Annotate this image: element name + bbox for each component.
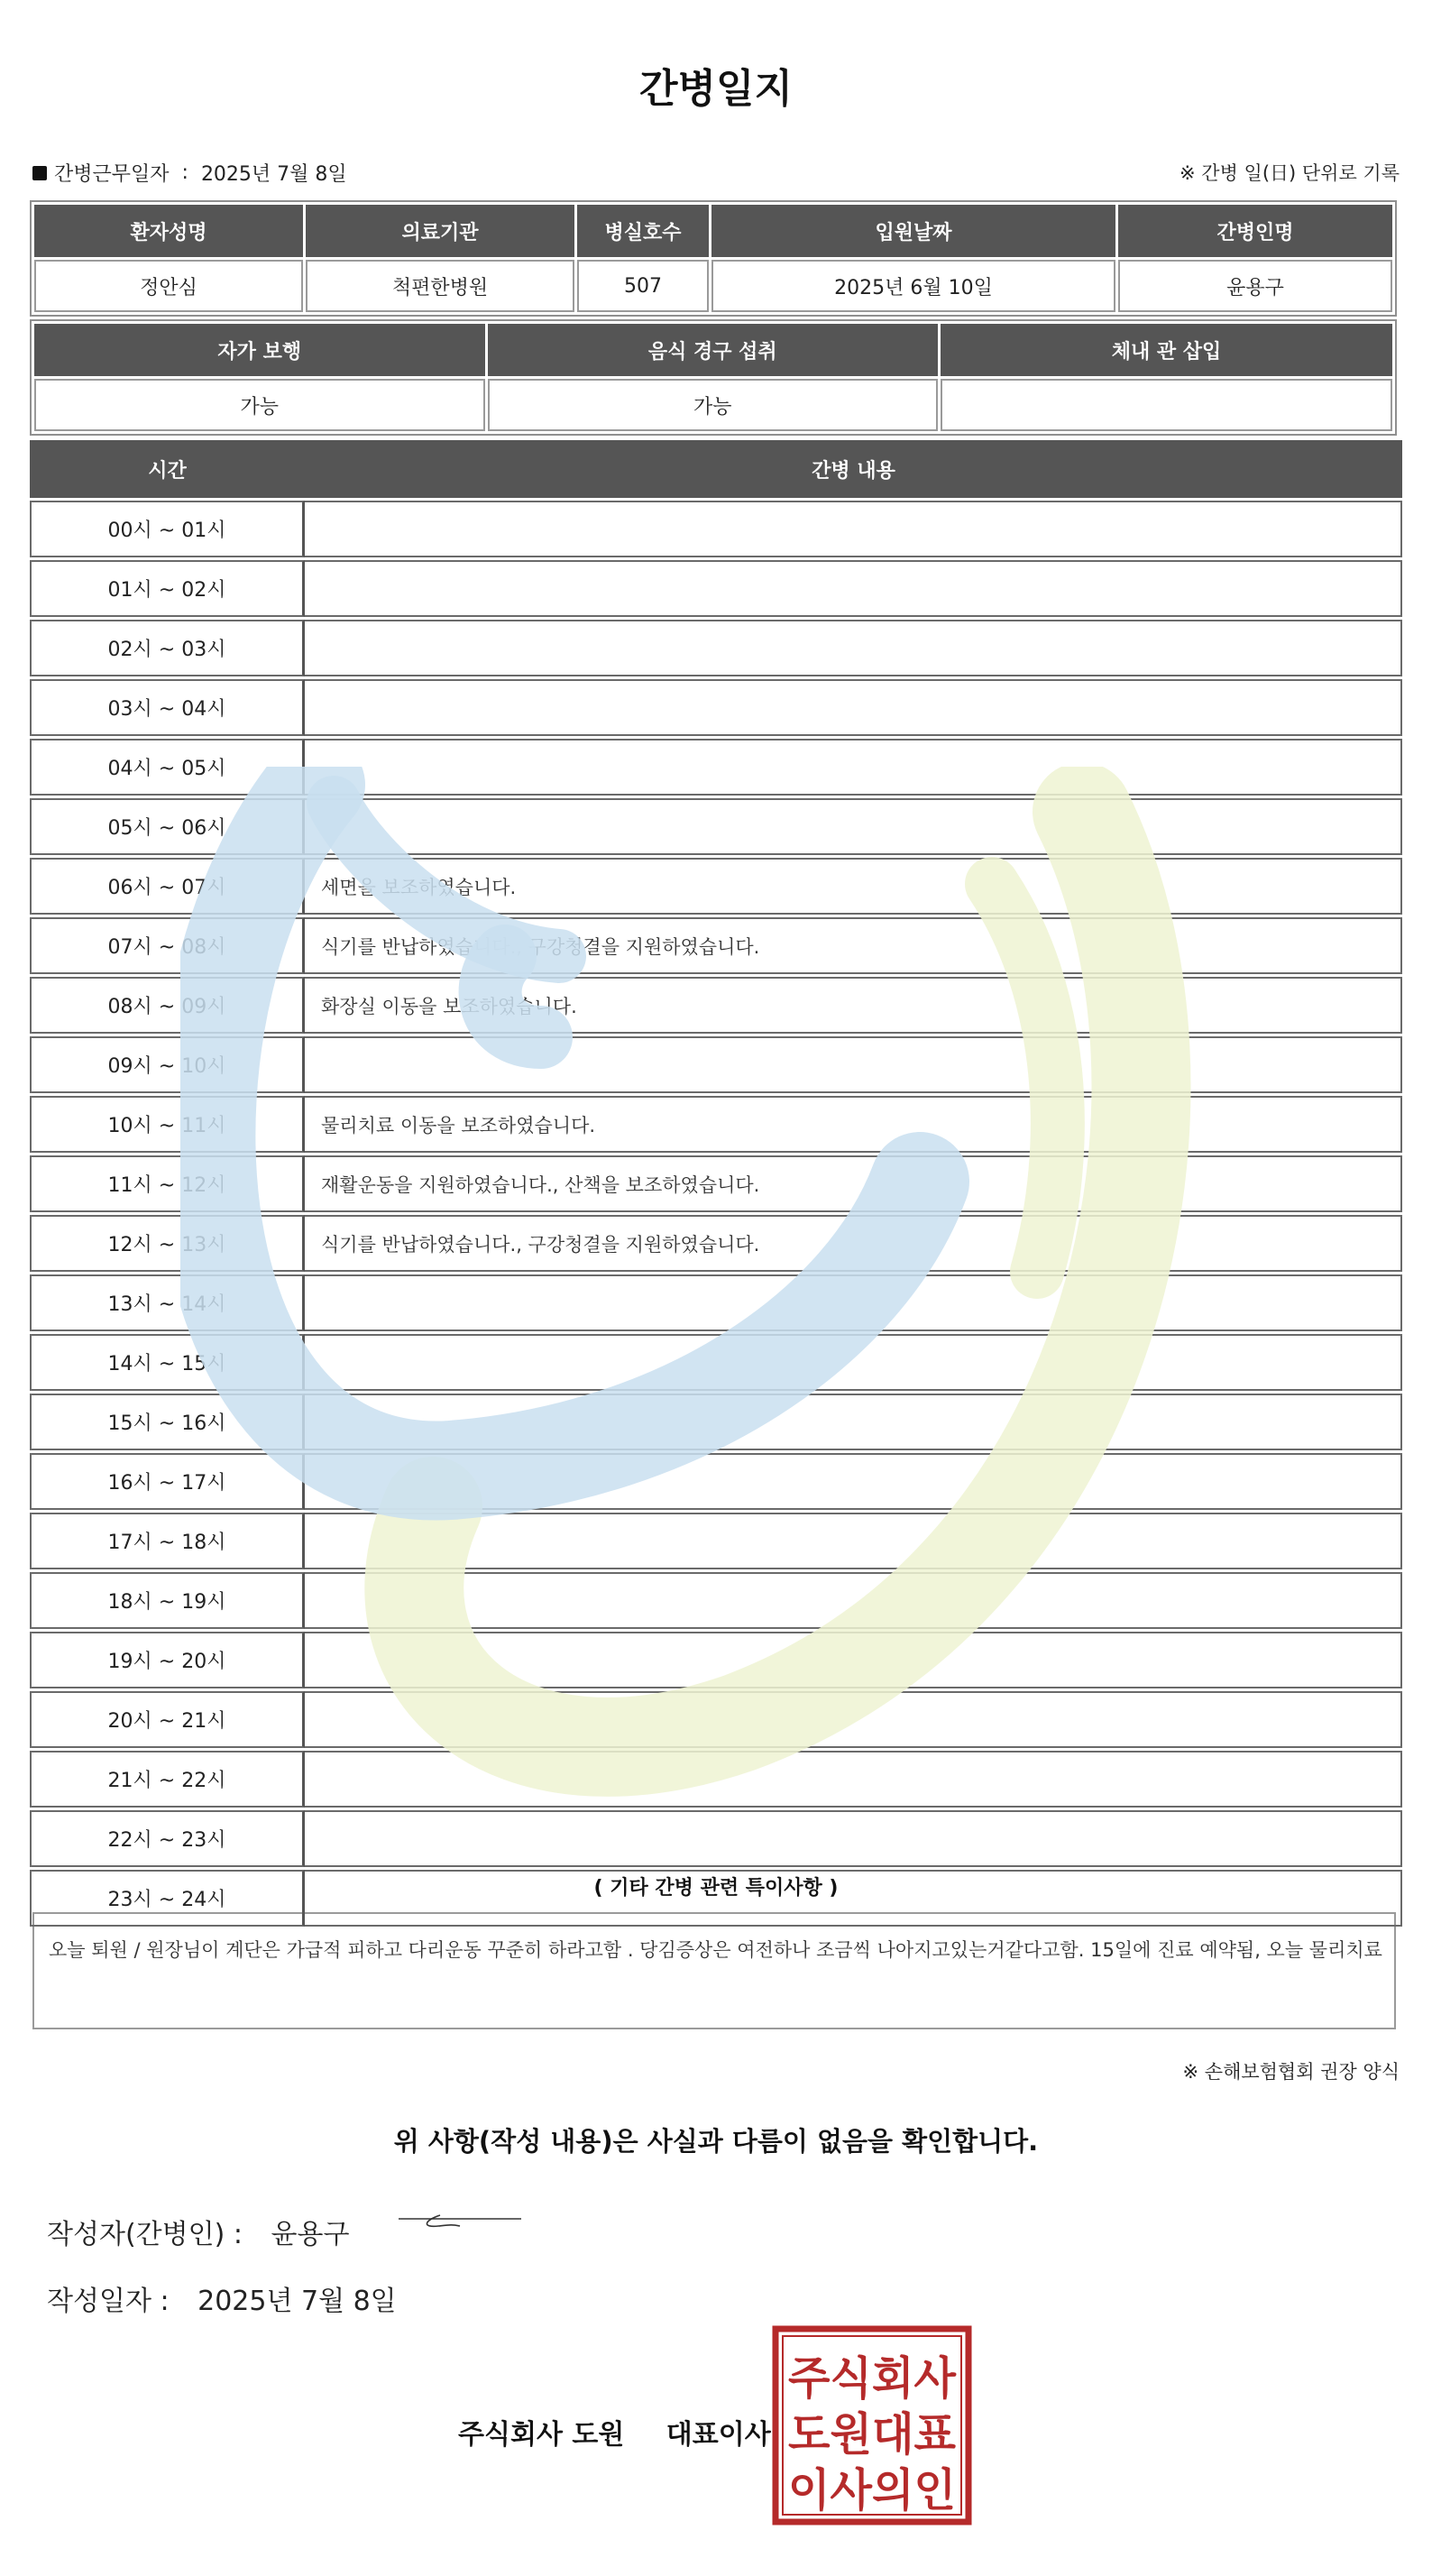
log-row bbox=[30, 977, 1402, 1034]
hourly-care-log-table bbox=[30, 437, 1402, 1929]
log-time: 23시 ~ 24시 bbox=[30, 1870, 305, 1927]
seal-line-2: 도원대표 bbox=[788, 2408, 957, 2461]
work-date-separator: : bbox=[181, 161, 188, 184]
log-row bbox=[30, 798, 1402, 855]
log-row bbox=[30, 739, 1402, 796]
log-row bbox=[30, 1394, 1402, 1450]
log-note bbox=[305, 1036, 1402, 1093]
log-note: 물리치료 이동을 보조하였습니다. bbox=[305, 1096, 1402, 1153]
log-note bbox=[305, 1751, 1402, 1808]
log-time: 22시 ~ 23시 bbox=[30, 1810, 305, 1867]
header-room: 병실호수 bbox=[577, 205, 709, 257]
log-time: 13시 ~ 14시 bbox=[30, 1274, 305, 1331]
log-time: 12시 ~ 13시 bbox=[30, 1215, 305, 1272]
oral-intake-value: 가능 bbox=[488, 379, 939, 431]
log-time: 14시 ~ 15시 bbox=[30, 1334, 305, 1391]
self-walking-value: 가능 bbox=[34, 379, 485, 431]
patient-name-value: 정안심 bbox=[34, 260, 303, 312]
write-date-value: 2025년 7월 8일 bbox=[197, 2286, 397, 2317]
header-self-walking: 자가 보행 bbox=[34, 324, 485, 376]
company-seal-stamp bbox=[772, 2325, 972, 2525]
company-signoff bbox=[458, 2412, 771, 2452]
log-note bbox=[305, 1334, 1402, 1391]
work-date-row bbox=[32, 159, 347, 187]
log-rows bbox=[30, 501, 1402, 1927]
work-date-label: 간병근무일자 bbox=[54, 163, 170, 186]
log-time: 21시 ~ 22시 bbox=[30, 1751, 305, 1808]
patient-info-table bbox=[30, 200, 1397, 317]
log-time: 03시 ~ 04시 bbox=[30, 679, 305, 736]
log-note bbox=[305, 1632, 1402, 1688]
log-row bbox=[30, 1036, 1402, 1093]
writer-row bbox=[47, 2212, 349, 2251]
log-row bbox=[30, 1215, 1402, 1272]
log-note bbox=[305, 739, 1402, 796]
log-time: 02시 ~ 03시 bbox=[30, 620, 305, 676]
log-time: 11시 ~ 12시 bbox=[30, 1155, 305, 1212]
log-note bbox=[305, 560, 1402, 617]
log-note: 식기를 반납하였습니다., 구강청결을 지원하였습니다. bbox=[305, 1215, 1402, 1272]
log-time: 19시 ~ 20시 bbox=[30, 1632, 305, 1688]
log-row bbox=[30, 501, 1402, 557]
write-date-label: 작성일자 : bbox=[47, 2286, 170, 2317]
log-time: 15시 ~ 16시 bbox=[30, 1394, 305, 1450]
log-time: 10시 ~ 11시 bbox=[30, 1096, 305, 1153]
log-note bbox=[305, 1691, 1402, 1748]
log-row bbox=[30, 1453, 1402, 1510]
log-time: 00시 ~ 01시 bbox=[30, 501, 305, 557]
writer-label: 작성자(간병인) : bbox=[47, 2219, 243, 2250]
log-time: 09시 ~ 10시 bbox=[30, 1036, 305, 1093]
header-caregiver: 간병인명 bbox=[1118, 205, 1392, 257]
log-row bbox=[30, 560, 1402, 617]
association-note: ※ 손해보험협회 권장 양식 bbox=[1182, 2061, 1400, 2083]
log-note bbox=[305, 1870, 1402, 1927]
other-notes-box: 오늘 퇴원 / 원장님이 계단은 가급적 피하고 다리운동 꾸준히 하라고함 . 당김증상은 여전하나 조금씩 나아지고있는거같다고함. 15일에 진료 예약됨, 오늘 물리치료 bbox=[32, 1912, 1396, 2029]
seal-line-1: 주식회사 bbox=[788, 2352, 957, 2405]
seal-line-3: 이사의인 bbox=[788, 2464, 956, 2516]
log-time: 16시 ~ 17시 bbox=[30, 1453, 305, 1510]
log-note bbox=[305, 1394, 1402, 1450]
log-row bbox=[30, 1334, 1402, 1391]
log-row bbox=[30, 679, 1402, 736]
log-note bbox=[305, 501, 1402, 557]
header-tube-insertion: 체내 관 삽입 bbox=[941, 324, 1392, 376]
log-note bbox=[305, 798, 1402, 855]
log-row bbox=[30, 1096, 1402, 1153]
header-care-content: 간병 내용 bbox=[305, 440, 1402, 498]
log-note: 식기를 반납하였습니다., 구강청결을 지원하였습니다. bbox=[305, 917, 1402, 974]
log-note bbox=[305, 1810, 1402, 1867]
log-note bbox=[305, 620, 1402, 676]
log-row bbox=[30, 1274, 1402, 1331]
log-note bbox=[305, 679, 1402, 736]
confirmation-statement: 위 사항(작성 내용)은 사실과 다름이 없음을 확인합니다. bbox=[393, 2126, 1039, 2157]
log-time: 01시 ~ 02시 bbox=[30, 560, 305, 617]
writer-name: 윤용구 bbox=[271, 2219, 350, 2250]
log-row bbox=[30, 1870, 1402, 1927]
log-note: 세면을 보조하였습니다. bbox=[305, 858, 1402, 915]
log-note bbox=[305, 1572, 1402, 1629]
log-note bbox=[305, 1513, 1402, 1569]
header-admission-date: 입원날짜 bbox=[711, 205, 1115, 257]
patient-status-table bbox=[30, 319, 1397, 436]
company-name: 주식회사 도원 bbox=[458, 2419, 625, 2451]
hospital-value: 척편한병원 bbox=[306, 260, 574, 312]
log-row bbox=[30, 1513, 1402, 1569]
log-time: 06시 ~ 07시 bbox=[30, 858, 305, 915]
ceo-label: 대표이사 bbox=[666, 2419, 771, 2451]
log-row bbox=[30, 1691, 1402, 1748]
header-time: 시간 bbox=[30, 440, 305, 498]
work-date-value: 2025년 7월 8일 bbox=[200, 163, 347, 186]
tube-insertion-value bbox=[941, 379, 1392, 431]
handwritten-signature bbox=[397, 2208, 523, 2235]
log-row bbox=[30, 1810, 1402, 1867]
log-time: 04시 ~ 05시 bbox=[30, 739, 305, 796]
document-title: 간병일지 bbox=[638, 66, 793, 112]
log-note: 재활운동을 지원하였습니다., 산책을 보조하였습니다. bbox=[305, 1155, 1402, 1212]
caregiver-value: 윤용구 bbox=[1118, 260, 1392, 312]
unit-note: ※ 간병 일(日) 단위로 기록 bbox=[1180, 162, 1400, 184]
log-note bbox=[305, 1274, 1402, 1331]
write-date-row bbox=[47, 2278, 397, 2318]
log-time: 18시 ~ 19시 bbox=[30, 1572, 305, 1629]
other-notes-title: ( 기타 간병 관련 특이사항 ) bbox=[593, 1877, 839, 1900]
log-row bbox=[30, 1632, 1402, 1688]
log-row bbox=[30, 620, 1402, 676]
header-patient-name: 환자성명 bbox=[34, 205, 303, 257]
log-time: 17시 ~ 18시 bbox=[30, 1513, 305, 1569]
square-bullet-icon bbox=[32, 166, 47, 180]
log-row bbox=[30, 858, 1402, 915]
log-note: 화장실 이동을 보조하였습니다. bbox=[305, 977, 1402, 1034]
log-time: 08시 ~ 09시 bbox=[30, 977, 305, 1034]
log-row bbox=[30, 917, 1402, 974]
header-oral-intake: 음식 경구 섭취 bbox=[488, 324, 939, 376]
log-note bbox=[305, 1453, 1402, 1510]
admission-date-value: 2025년 6월 10일 bbox=[711, 260, 1115, 312]
log-time: 07시 ~ 08시 bbox=[30, 917, 305, 974]
log-row bbox=[30, 1572, 1402, 1629]
room-value: 507 bbox=[577, 260, 709, 312]
header-hospital: 의료기관 bbox=[306, 205, 574, 257]
log-time: 05시 ~ 06시 bbox=[30, 798, 305, 855]
log-row bbox=[30, 1155, 1402, 1212]
log-row bbox=[30, 1751, 1402, 1808]
log-time: 20시 ~ 21시 bbox=[30, 1691, 305, 1748]
